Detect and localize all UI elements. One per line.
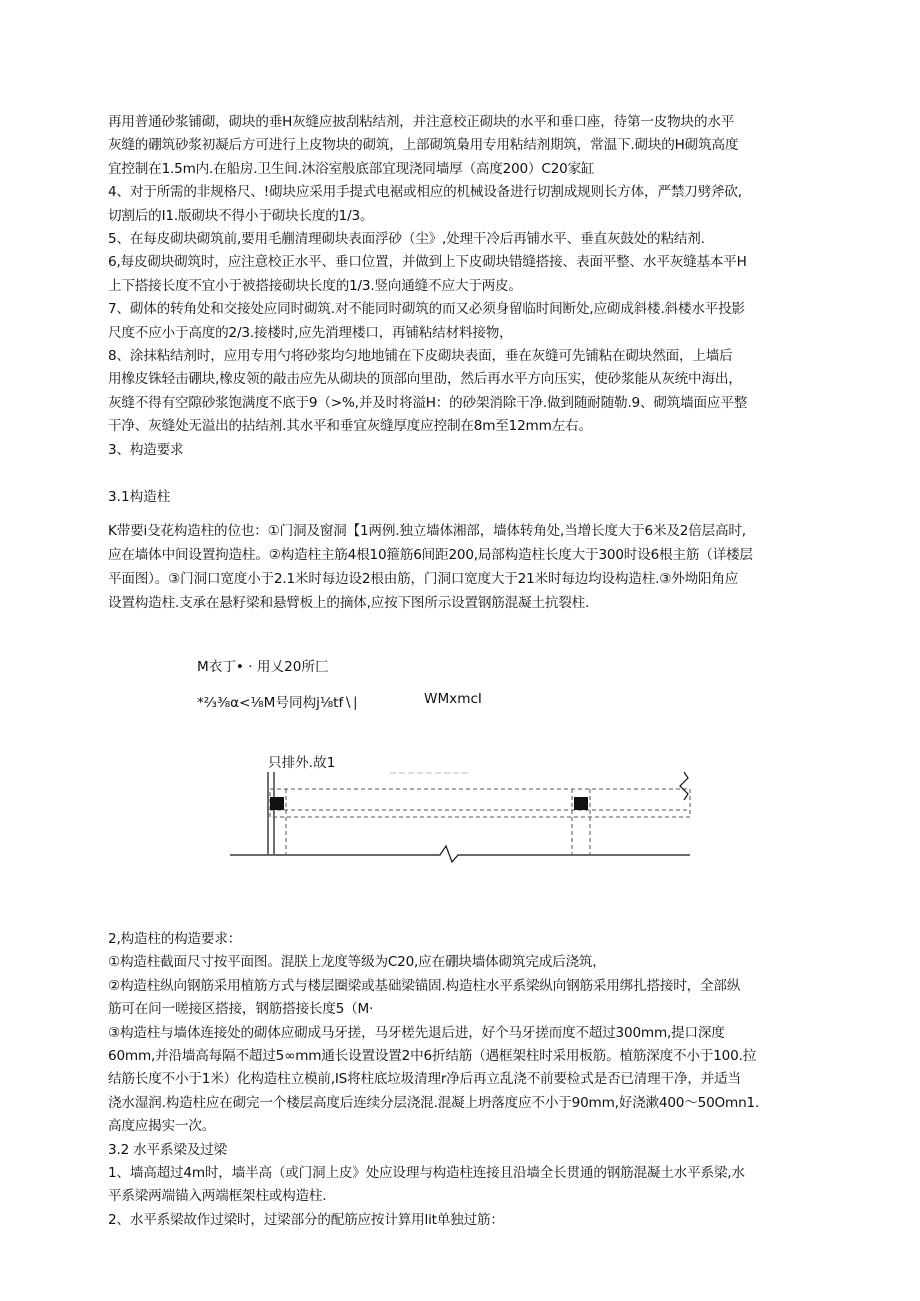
text-line: 浇水湿润.构造柱应在砌完一个楼层高度后连续分层浇混.混凝上坍落度应不小于90mm,好浇漱400～50Omn1. (108, 1094, 760, 1111)
text-line: 干净、灰缝处无溢出的拈结剂.其水平和垂宜灰缝厚度应控制在8m至12mm左右。 (108, 418, 592, 435)
requirements-paragraphs (108, 928, 828, 1232)
text-line: ①构造柱截面尺寸按平面图。混朕上龙度等级为C20,应在硼块墙体砌筑完成后浇筑， (108, 954, 606, 971)
text-line: 再用普通砂浆铺砌，砌块的垂H灰缝应披刮粘结剂，并注意校正砌块的水平和垂口座，待第一皮物块的水平 (108, 114, 735, 130)
text-line: 高度应揭实一次。 (108, 1118, 216, 1135)
column-section-left (270, 797, 284, 810)
text-line: K带要i殳花构造柱的位也：①门洞及窗洞【1两例.独立墙体湘部，墙体转角处,当增长度大于6米及2倍层高时, (108, 523, 746, 539)
text-line: 60mm,并沿墙高每隔不超过5∞mm通长设置设置2中6折结筋（遇框架柱时采用板筋。植筋深度不小于100.拉 (108, 1048, 757, 1065)
text-line: 切割后的I1.版砌块不得小于砌块长度的1/3。 (108, 207, 374, 224)
section-heading: 3.2 水平系梁及过梁 (108, 1141, 227, 1158)
figure-caption-2a: *⅔⅜α<⅛M号同构j⅛tf∖∣ (197, 695, 359, 711)
text-line: 宜控制在1.5m内.在船房.卫生间.沐浴室般底部宜现浇同墙厚（高度200）C20家缸 (108, 160, 595, 177)
text-line: 灰缝的硼筑砂浆初凝后方可进行上皮物块的砌筑，上部砌筑梟用专用粘结剂期筑，常温下.砌块的H砌筑高度 (108, 137, 739, 154)
text-line: ③构造柱与墙体连接处的砌体应砌成马牙搓，马牙槎先退后进，好个马牙搓而度不超过300mm,提口深度 (108, 1024, 725, 1041)
column-section-right (574, 797, 588, 810)
section-heading: 3、构造要求 (108, 441, 184, 458)
text-line: 设置构造柱.支承在悬籽梁和悬臂板上的摘体,应按下图所示设置钢筋混凝土抗裂柱. (108, 595, 590, 611)
text-line: 2,构造柱的构造要求： (108, 931, 242, 947)
text-line: 7、砌体的转角处和交接处应同时砌筑.对不能同时砌筑的而又必须身留临时间断处,应砌成斜楼.斜楼水平投影 (108, 301, 745, 318)
section-heading-3-1: 3.1构造柱 (108, 489, 171, 505)
anti-crack-column-figure (0, 740, 920, 890)
text-line: 平系梁两端锚入两端框架柱或构造柱. (108, 1188, 327, 1205)
text-line: 结筋长度不小于1米）化构造柱立模前,IS将柱底垃圾清理r净后再立乱浇不前要检式是否已清理干净，并适当 (108, 1071, 741, 1088)
text-line: 应在墙体中间设置拘造柱。②构造柱主筋4根10箍筋6间距200,局部构造柱长度大于300时设6根主筋（详楼层 (108, 547, 753, 563)
text-line: 5、在每皮砌块砌筑前,要用毛蒯清理砌块表面浮砂（尘》,处理干冷后再铺水平、垂直灰鼓处的粘结剂. (108, 231, 705, 248)
figure-label: 只排外.故1 (268, 755, 336, 771)
text-line: 尺度不应小于高度的2/3.接楼时,应先消理楼口，再铺粘结材料接物， (108, 324, 513, 341)
text-line: 1、墙高超过4m时，墙半高（或门洞上皮》处应设理与构造柱连接且沿墙全长贯通的钢筋混凝土水平系梁,水 (108, 1165, 745, 1182)
intro-paragraphs (108, 111, 828, 462)
break-line-right (680, 772, 688, 800)
text-line: 2、水平系梁故作过梁时，过梁部分的配筋应按计算用lit单独过筋： (108, 1211, 504, 1228)
text-line: 用橡皮铢轻击硼块,橡皮领的敲击应先从砌块的顶部向里劭，然后再水平方向压实，使砂浆能从灰统中海出， (108, 371, 742, 388)
text-line: 6,每皮砌块砌筑时，应注意校正水平、垂口位置，并做到上下皮砌块错缝搭接、表面平整、水平灰缝基本平H (108, 254, 747, 271)
figure-caption-1: M衣丁• · 用乂20所匚 (197, 659, 329, 675)
text-line: 上下搭接长度不宜小于被搭接砌块长度的1/3.竖向通缝不应大于两皮。 (108, 277, 522, 294)
constructional-column-paragraph (108, 519, 828, 615)
text-line: ②构造柱纵向钢筋采用植筋方式与楼层圈梁或基础梁锚固.构造柱水平系梁纵向钢筋采用绑扎搭接时，全部纵 (108, 977, 741, 994)
text-line: 平面图）。③门洞口宽度小于2.1米时每边设2根由筋，门洞口宽度大于21米时每边均设构造柱.③外坳阳角应 (108, 571, 739, 587)
text-line: 筋可在问一嗟接区搭接，钢筋搭接长度5（M· (108, 1001, 374, 1018)
text-line: 4、对于所需的非规格尺、!砌块应采用手提式电裾或相应的机械设备进行切割成规则长方体，严禁刀劈斧砍, (108, 184, 742, 201)
beam-dashed-outline (270, 789, 690, 817)
text-line: 8、涂抹粘结剂时，应用专用勺将砂浆均匀地地铺在下皮砌块表面，垂在灰缝可先铺粘在砌块然面，上墙后 (108, 348, 733, 365)
text-line: 灰缝不得有空隙砂浆饱满度不底于9（>%,并及时将溢H：的砂架消除干净.做到随耐随勒.9、砌筑墙面应平整 (108, 394, 748, 411)
ground-line (230, 846, 690, 862)
figure-caption-2b: WMxmcI (424, 691, 482, 707)
